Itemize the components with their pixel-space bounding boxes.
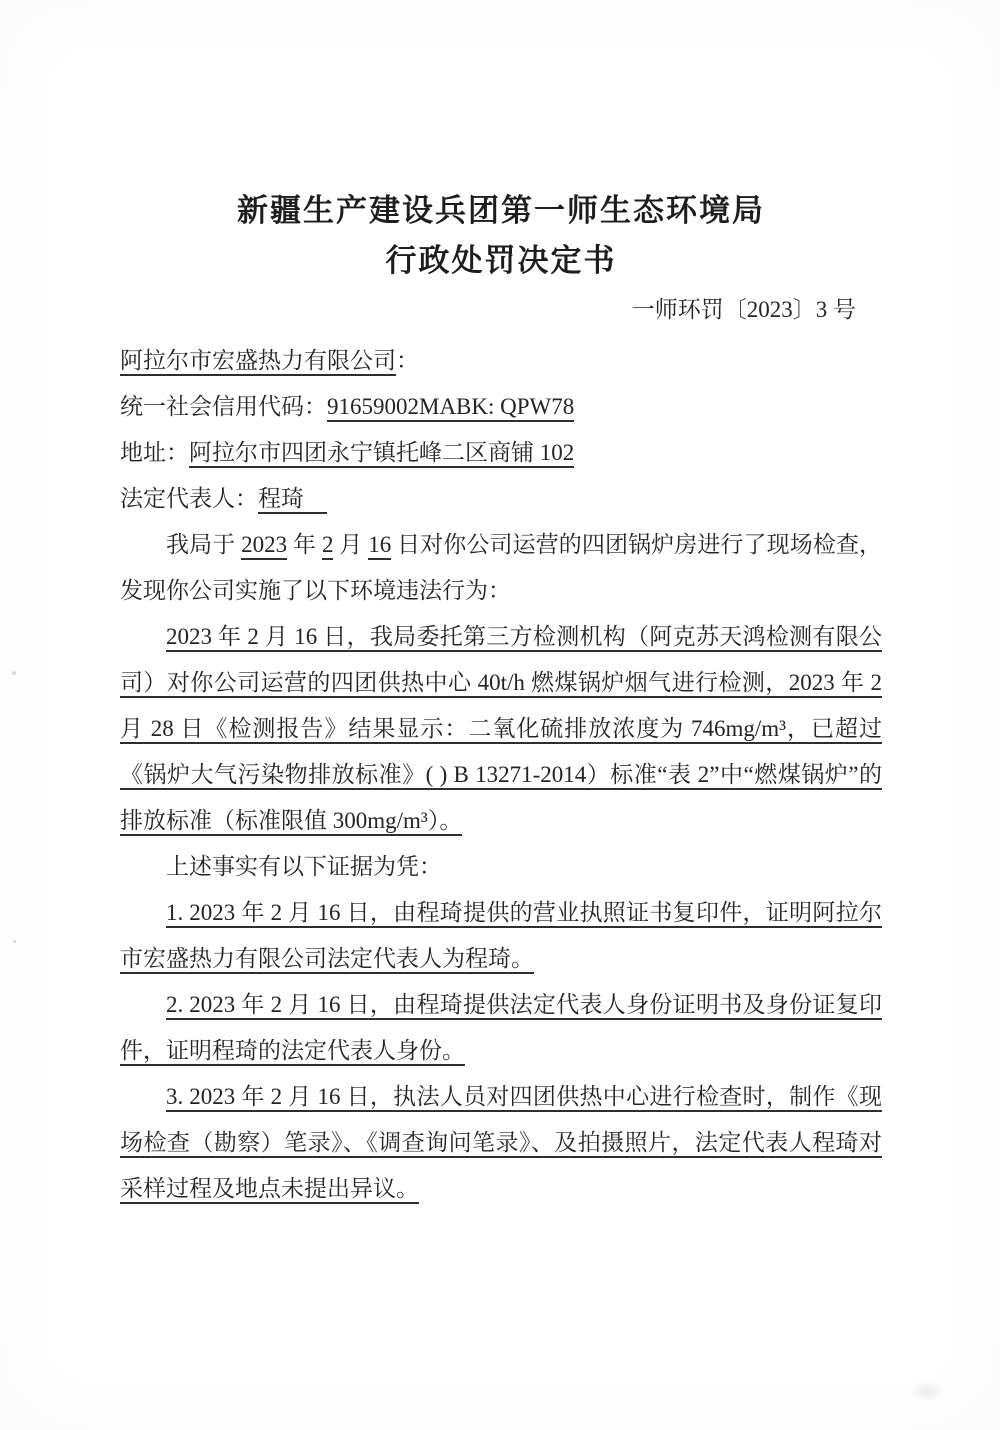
legal-representative-line (120, 476, 882, 522)
text-segment: 日对你公司运营的四团锅炉房进行了现场检查，发现你公司实施了以下环境违法行为： (120, 532, 883, 603)
document-content (120, 186, 882, 1212)
violation-findings-paragraph (120, 614, 882, 844)
scan-speck (13, 940, 16, 943)
underlined-text: 16 (368, 532, 391, 560)
underlined-text: 1. 2023 年 2 月 16 日，由程琦提供的营业执照证书复印件，证明阿拉尔市宏盛热力有限公司法定代表人为程琦。 (120, 900, 882, 974)
evidence-item-1 (120, 890, 882, 982)
text-segment: 法定代表人： (120, 486, 258, 511)
underlined-text: 2. 2023 年 2 月 16 日，由程琦提供法定代表人身份证明书及身份证复印件，证明程琦的法定代表人身份。 (120, 992, 882, 1066)
text-segment: 月 (333, 532, 369, 557)
recipient-line (120, 338, 882, 384)
document-body (120, 338, 882, 1212)
underlined-text: 2023 (241, 532, 287, 560)
text-segment: 地址： (120, 440, 189, 465)
underlined-text: 3. 2023 年 2 月 16 日，执法人员对四团供热中心进行检查时，制作《现场检查（勘察）笔录》、《调查询问笔录》、及拍摄照片，法定代表人程琦对采样过程及地点未提出异议。 (120, 1084, 882, 1204)
text-segment: 统一社会信用代码： (120, 394, 327, 419)
text-segment: 我局于 (166, 532, 242, 557)
underlined-text: 2023 年 2 月 16 日，我局委托第三方检测机构（阿克苏天鸿检测有限公司）对你公司运营的四团供热中心 40t/h 燃煤锅炉烟气进行检测，2023 年 2 月 28 日《检测报告》结果显示：二氧化硫排放浓度为 746mg/m³，已超过《锅炉大气污染物排放标准》( ) B 13271-2014）标准“表 2”中“燃煤锅炉”的排放标准（标准限值 300mg/m³）。 (120, 624, 882, 836)
underlined-text (304, 486, 327, 514)
inspection-paragraph (120, 522, 882, 614)
underlined-text: 91659002MABK: QPW78 (327, 394, 574, 422)
underlined-text: 2 (322, 532, 334, 560)
address-line (120, 430, 882, 476)
text-segment: 上述事实有以下证据为凭： (166, 854, 442, 879)
scan-smudge (909, 1380, 945, 1402)
scan-speck (12, 671, 16, 675)
text-segment: ： (396, 348, 419, 373)
evidence-item-2 (120, 982, 882, 1074)
text-segment: 年 (287, 532, 322, 557)
document-title-line-1: 新疆生产建设兵团第一师生态环境局 (237, 193, 765, 228)
underlined-text: 程琦 (258, 486, 304, 514)
document-number: 一师环罚〔2023〕3 号 (631, 297, 856, 322)
credit-code-line (120, 384, 882, 430)
evidence-intro-paragraph (120, 844, 882, 890)
document-title-line-2: 行政处罚决定书 (385, 243, 617, 278)
evidence-item-3 (120, 1074, 882, 1212)
underlined-text: 阿拉尔市四团永宁镇托峰二区商铺 102 (189, 440, 574, 468)
underlined-text: 阿拉尔市宏盛热力有限公司 (120, 348, 396, 376)
